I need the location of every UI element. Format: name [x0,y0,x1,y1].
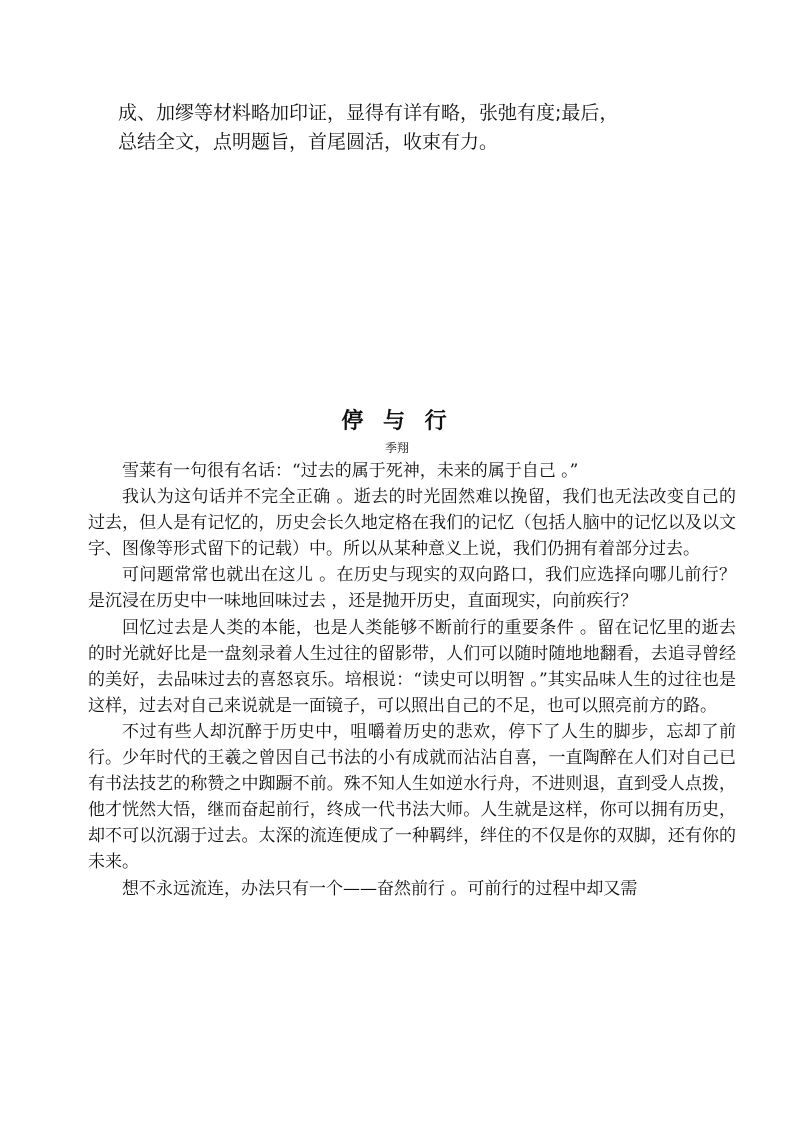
previous-text-line: 成、加缪等材料略加印证，显得有详有略，张弛有度;最后， [118,102,619,124]
article-body [88,458,736,902]
article-paragraph: 想不永远流连，办法只有一个——奋然前行 。可前行的过程中却又需 [122,878,638,899]
article-paragraph: 可问题常常也就出在这儿 。在历史与现实的双向路口，我们应选择向哪儿前行？是沉浸在历史中一味地回味过去 ，还是抛开历史，直面现实，向前疾行？ [88,565,736,612]
article-title: 停 与 行 [341,408,453,434]
article-paragraph: 我认为这句话并不完全正确 。逝去的时光固然难以挽留，我们也无法改变自己的过去，但人是有记忆的，历史会长久地定格在我们的记忆（包括人脑中的记忆以及以文字、图像等形式留下的记载）中。所以从某种意义上说，我们仍拥有着部分过去。 [88,487,736,560]
article-paragraph: 不过有些人却沉醉于历史中，咀嚼着历史的悲欢，停下了人生的脚步，忘却了前行。少年时代的王羲之曾因自己书法的小有成就而沾沾自喜，一直陶醉在人们对自己已有书法技艺的称赞之中踟蹰不前。殊不知人生如逆水行舟，不进则退，直到受人点拨，他才恍然大悟，继而奋起前行，终成一代书法大师。人生就是这样，你可以拥有历史，却不可以沉溺于过去。太深的流连便成了一种羁绊，绊住的不仅是你的双脚，还有你的未来。 [88,721,736,873]
previous-text-line: 总结全文，点明题旨，首尾圆活，收束有力。 [118,131,499,153]
article-paragraph: 回忆过去是人类的本能，也是人类能够不断前行的重要条件 。留在记忆里的逝去的时光就好比是一盘刻录着人生过往的留影带，人们可以随时随地地翻看，去追寻曾经的美好，去品味过去的喜怒哀乐。培根说：“读史可以明智 。”其实品味人生的过往也是这样，过去对自己来说就是一面镜子，可以照出自己的不足，也可以照亮前方的路。 [88,617,736,716]
previous-article-tail [118,99,718,157]
article-paragraph: 雪莱有一句很有名话：“过去的属于死神，未来的属于自己 。” [122,461,579,481]
article-author: 季翔 [384,441,409,455]
